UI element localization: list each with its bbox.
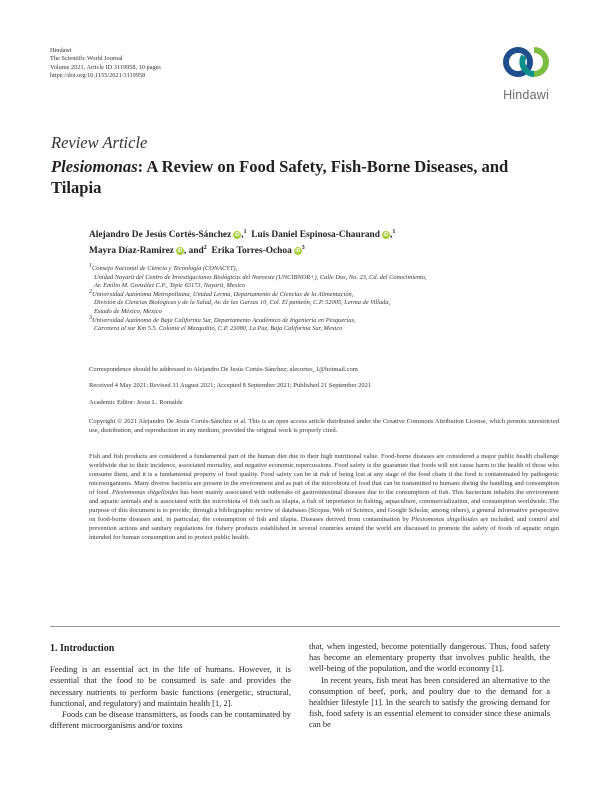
affiliation-number: 1	[89, 262, 92, 269]
affiliation-number: 2	[89, 288, 92, 295]
hindawi-logo	[495, 42, 557, 106]
title-italic: Plesiomonas	[51, 157, 138, 176]
affiliation-line: 2Universidad Autónoma Metropolitana, Unidad Lerma, Departamento de Ciencias de la Alimentación,	[89, 288, 354, 298]
body-column-right	[309, 641, 550, 731]
article-type: Review Article	[51, 133, 148, 152]
affiliation-line: Unidad Nayarit del Centro de Investigaciones Biológicas del Noroeste (UNCIBNOR+), Calle Dos, No. 23, Cd. del Conocimiento,	[94, 273, 427, 281]
body-paragraph: that, when ingested, become potentially dangerous. Thus, food safety has become an elementary property that involves public health, the well-being of the population, and the world economy [1].	[309, 641, 550, 674]
author-affil-marker: 1	[392, 228, 396, 235]
body-paragraph: In recent years, fish meat has been considered an alternative to the consumption of beef, pork, and poultry due to the demand for a healthier lifestyle [1]. In the search to satisfy the growing demand for fish, food safety is an essential element to consider since these animals can be	[309, 674, 550, 730]
author-name[interactable]: Erika Torres-Ochoa	[211, 246, 292, 256]
affiliation-line: Av. Emilio M. González C.P., Tepic 63173, Nayarit, Mexico	[94, 282, 246, 290]
section-divider	[50, 626, 560, 627]
orcid-icon[interactable]: iD	[383, 232, 389, 238]
academic-editor: Academic Editor: Jesus L. Romalde	[89, 399, 183, 406]
body-paragraph: Feeding is an essential act in the life of humans. However, it is essential that the food to be consumed is safe and provides the necessary nutrients to perform basic functions (energetic, structural, functional, and regulatory) and maintain health [1, 2].	[50, 664, 291, 708]
author-name[interactable]: Luis Daniel Espinosa-Chaurand	[251, 230, 380, 240]
author-affil-marker: 1	[243, 228, 247, 235]
affiliations	[89, 262, 559, 334]
orcid-icon[interactable]: iD	[234, 232, 240, 238]
affiliation-line: Carretera al sur Km 5.5. Colonia el Mezquitito, C.P. 23080, La Paz, Baja California Sur, Mexico	[94, 325, 343, 333]
author-affil-marker: 3	[301, 244, 305, 251]
author-name[interactable]: Mayra Díaz-Ramirez	[89, 246, 174, 256]
title-rest: : A Review on Food Safety, Fish-Borne Diseases, and Tilapia	[51, 157, 509, 197]
doi-link[interactable]: https://doi.org/10.1155/2021/3119958	[50, 72, 146, 80]
article-title	[51, 156, 561, 198]
affiliation-line: División de Ciencias Biológicas y de la Salud, Av. de las Garzas 10, Col. El panteón, C.P. 52005, Lerma de Villada,	[94, 299, 391, 307]
journal-meta	[50, 47, 161, 81]
orcid-icon[interactable]: iD	[177, 248, 183, 254]
species-name: Plesiomonas shigelloides	[111, 489, 179, 496]
species-name: Plesiomonas shigelloides	[411, 516, 478, 523]
author-sep: ,	[390, 230, 393, 240]
author-sep: ,	[241, 230, 244, 240]
abstract: Fish and fish products are considered a fundamental part of the human diet due to their high nutritional value. Food-borne diseases are considered a major public health challenge worldwide due to their incidence, associated mortality, and negative economic repercussions. Food safety is the guarantee that foods will not cause harm to the health of those who consume them, and it is a fundamental property of food quality. Food safety can be at risk of being lost at any stage of the food chain if the food is contaminated by pathogenic microorganisms. Many diverse bacteria are present in the environment and as part of the microbiota of food that can be transmitted to humans during the handling and consumption of food. Plesiomonas shigelloides has been mainly associated with outbreaks of gastrointestinal diseases due to the consumption of fish. This bacterium inhabits the environment and aquatic animals and is associated with the microbiota of fish such as tilapia, a fish of importance in fishing, aquaculture, commercialization, and consumption worldwide. The purpose of this document is to provide, through a bibliographic review of databases (Scopus, Web of Science, and Google Scholar, among others), a general informative perspective on food-borne diseases and, in particular, the consumption of fish and tilapia. Diseases derived from contamination by Plesiomonas shigelloides are included, and control and prevention actions and sanitary regulations for fishery products established in several countries around the world are discussed to promote the safety of foods of aquatic origin intended for human consumption and to protect public health.	[89, 453, 559, 541]
author-sep: , and	[183, 246, 204, 256]
affiliation-line: Estado de México, Mexico	[94, 307, 162, 315]
affiliation-line: 3Universidad Autónoma de Baja California Sur, Departamento Académico de Ingeniería en Pesquerías,	[89, 314, 356, 324]
correspondence: Correspondence should be addressed to Alejandro De Jesús Cortés-Sánchez; alecortes_1@hotmail.com	[89, 366, 358, 373]
body-column-left	[50, 643, 291, 731]
orcid-icon[interactable]: iD	[295, 248, 301, 254]
article-dates: Received 4 May 2021; Revised 31 August 2021; Accepted 8 September 2021; Published 21 September 2021	[89, 382, 372, 389]
affiliation-line: 1Consejo Nacional de Ciencia y Tecnología (CONACYT),	[89, 262, 238, 272]
copyright-notice: Copyright © 2021 Alejandro De Jesús Cortés-Sánchez et al. This is an open access article distributed under the Creative Commons Attribution License, which permits unrestricted use, distribution, and reproduction in any medium, provided the original work is properly cited.	[89, 418, 559, 434]
author-affil-marker: 2	[203, 244, 207, 251]
section-heading: 1. Introduction	[50, 643, 115, 654]
hindawi-logo-icon	[500, 42, 552, 82]
affiliation-number: 3	[89, 314, 92, 321]
author-list	[89, 227, 559, 259]
publisher-name: Hindawi	[50, 47, 72, 54]
author-name[interactable]: Alejandro De Jesús Cortés-Sánchez	[89, 230, 232, 240]
journal-name: The Scientific World Journal	[50, 55, 123, 63]
logo-text: Hindawi	[503, 88, 549, 102]
volume-line: Volume 2021, Article ID 3119958, 10 pages	[50, 63, 161, 71]
body-paragraph: Foods can be disease transmitters, as foods can be contaminated by different microorganisms and/or toxins	[50, 709, 291, 731]
